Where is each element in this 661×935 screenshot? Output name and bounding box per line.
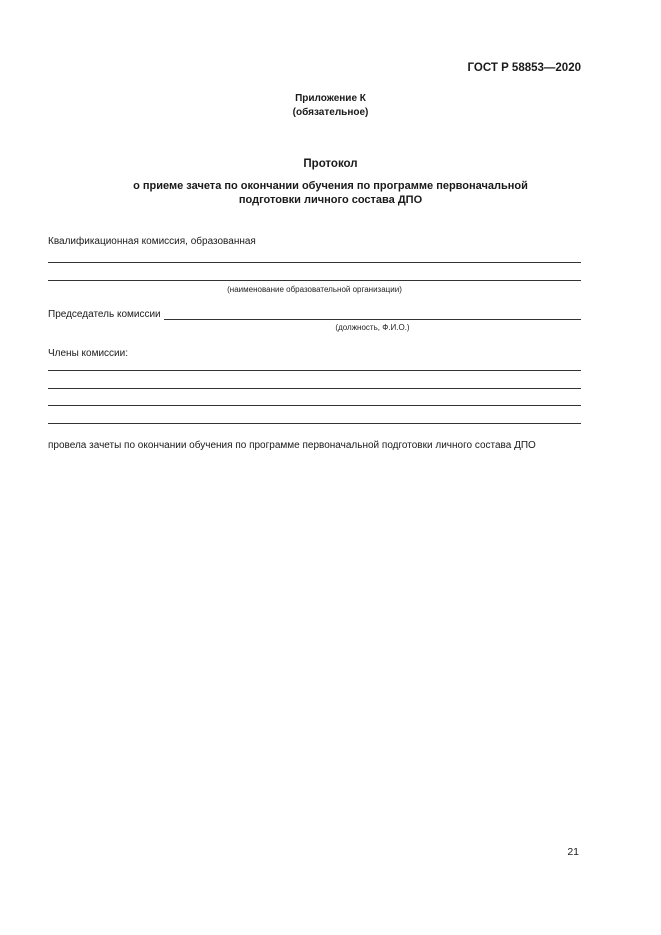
commission-label: Квалификационная комиссия, образованная [48, 236, 256, 247]
standard-code: ГОСТ Р 58853—2020 [467, 62, 581, 74]
chairman-fill-line[interactable] [164, 319, 581, 320]
page-number: 21 [567, 846, 579, 858]
member-fill-line-3[interactable] [48, 405, 581, 406]
protocol-subtitle [0, 179, 661, 207]
organization-fill-line-2[interactable] [48, 280, 581, 281]
member-fill-line-1[interactable] [48, 370, 581, 371]
protocol-subtitle-line-2: подготовки личного состава ДПО [238, 194, 423, 206]
appendix-status: (обязательное) [292, 107, 369, 118]
chairman-caption: (должность, Ф.И.О.) [335, 323, 410, 332]
protocol-subtitle-line-1: о приеме зачета по окончании обучения по программе первоначальной [133, 180, 528, 192]
members-label: Члены комиссии: [48, 348, 129, 359]
member-fill-line-4[interactable] [48, 423, 581, 424]
organization-caption: (наименование образовательной организации) [227, 285, 402, 294]
organization-fill-line-1[interactable] [48, 262, 581, 263]
conclusion-text: провела зачеты по окончании обучения по программе первоначальной подготовки личного состава ДПО [48, 440, 536, 451]
appendix-heading [0, 92, 661, 120]
member-fill-line-2[interactable] [48, 388, 581, 389]
chairman-label: Председатель комиссии [48, 309, 161, 320]
protocol-title: Протокол [303, 158, 358, 170]
appendix-title: Приложение К [295, 93, 366, 104]
